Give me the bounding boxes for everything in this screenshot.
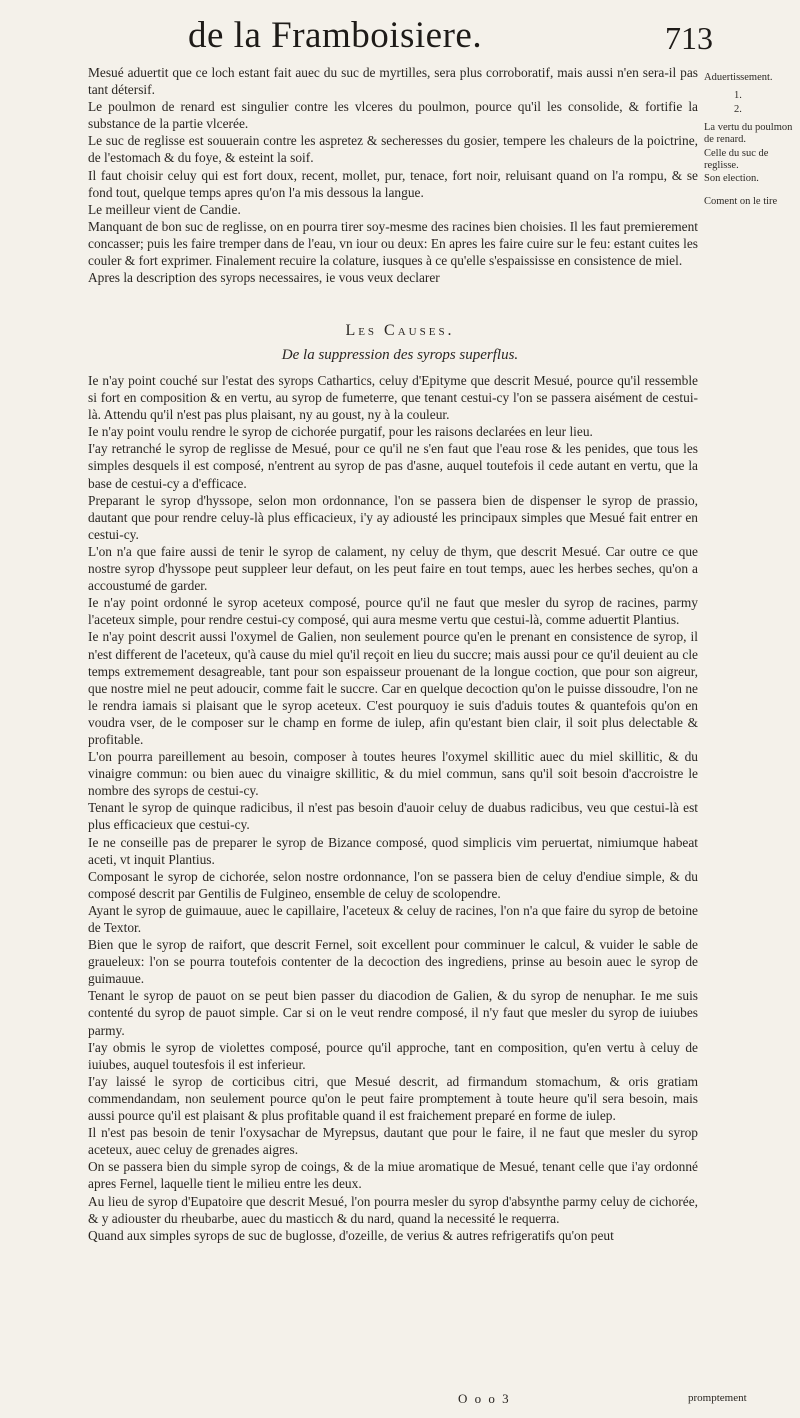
paragraph: Le suc de reglisse est souuerain contre les aspretez & secheresses du gosier, tempere les chaleurs de la poictrine, de l'estomach & du foye, & esteint la soif. bbox=[88, 133, 698, 166]
margin-note: La vertu du poulmon de renard. bbox=[704, 122, 793, 145]
paragraph: Composant le syrop de cichorée, selon nostre ordonnance, l'on se passera bien de celuy d'endiue simple, & du composé descrit par Gentilis de Fulgineo, ensemble de celuy de scolopendre. bbox=[88, 868, 698, 901]
margin-note: Aduertissement. bbox=[704, 72, 773, 83]
paragraph: Tenant le syrop de pauot on se peut bien passer du diacodion de Galien, & du syrop de nenuphar. Ie me suis contenté du syrop de pauot simple. Car si on le veut rendre composé, il n'y faut que mesler du syrop de iuiubes parmy. bbox=[88, 988, 698, 1038]
paragraph: Ie n'ay point couché sur l'estat des syrops Cathartics, celuy d'Epityme que descrit Mesué, pource qu'il ressemble si fort en composition & en vertu, au syrop de fumeterre, que tenant cestui-cy l'on se passera aisément de cestui-là. Attendu qu'il n'est pas plus plaisant, ny au goust, ny à la couleur. bbox=[88, 373, 698, 423]
paragraph: Il n'est pas besoin de tenir l'oxysachar de Myrepsus, dautant que pour le faire, il ne faut que mesler du syrop aceteux, auec celuy de grenades aigres. bbox=[88, 1125, 698, 1158]
paragraph: On se passera bien du simple syrop de coings, & de la miue aromatique de Mesué, tenant celle que i'ay ordonné apres Fernel, laquelle tient le milieu entre les deux. bbox=[88, 1159, 698, 1192]
margin-note-number: 1. bbox=[734, 90, 742, 101]
paragraph: Ie n'ay point ordonné le syrop aceteux composé, pource qu'il ne faut que mesler du syrop de racines, parmy l'aceteux simple, pour rendre cestui-cy composé, qui aura mesme vertu que cestui-là, comme aduertit Plantius. bbox=[88, 595, 698, 628]
paragraph: Ayant le syrop de guimauue, auec le capillaire, l'aceteux & celuy de racines, l'on n'a que faire du syrop de betoine de Textor. bbox=[88, 902, 698, 935]
paragraph: Quand aux simples syrops de suc de buglosse, d'ozeille, de verius & autres refrigeratifs qu'on peut bbox=[88, 1227, 614, 1243]
margin-note: Son election. bbox=[704, 173, 759, 184]
margin-note: Coment on le tire bbox=[704, 196, 778, 207]
section-heading: Les Causes. bbox=[345, 322, 455, 339]
top-text-block bbox=[88, 64, 698, 286]
paragraph: I'ay obmis le syrop de violettes composé, pource qu'il approche, tant en composition, qu'en vertu à celuy de iuiubes, auquel toutesfois il est inferieur. bbox=[88, 1039, 698, 1072]
paragraph: Ie n'ay point descrit aussi l'oxymel de Galien, non seulement pource qu'en le prenant en consistence de syrop, il n'est different de l'aceteux, qu'à cause du miel qu'il reçoit en lieu du succre; mais aussi pour ce qu'il deuient au cle temps extremement desagreable, tant pour son espaisseur prouenant de la longue coction, que pour son aigreur, que nostre miel ne peut adoucir, comme fait le succre. Car en quelque decoction qu'on le puisse dissoudre, l'on ne le rendra iamais si plaisant que le syrop aceteux. C'est pourquoy ie suis d'aduis toutes & quantefois qu'on en voudra vser, de le composer sur le champ en forme de iulep, afin qu'estant bien clair, il soit plus delectable & profitable. bbox=[88, 629, 698, 747]
paragraph: Preparant le syrop d'hyssope, selon mon ordonnance, l'on se passera bien de dispenser le syrop de prassio, dautant que pour rendre celuy-là plus efficacieux, i'y ay adiousté les principaux simples que Mesué fait entrer en cestui-cy. bbox=[88, 492, 698, 542]
paragraph: Il faut choisir celuy qui est fort doux, recent, mollet, pur, tenace, fort noir, reluisant quand on l'a rompu, & se fond tout, quelque temps apres qu'on l'a mis dessous la langue. bbox=[88, 167, 698, 200]
paragraph: Apres la description des syrops necessaires, ie vous veux declarer bbox=[88, 270, 440, 286]
paragraph: Ie n'ay point voulu rendre le syrop de cichorée purgatif, pour les raisons declarées en leur lieu. bbox=[88, 424, 593, 440]
paragraph: L'on pourra pareillement au besoin, composer à toutes heures l'oxymel skillitic auec du miel skillitic, & du vinaigre commun: ou bien auec du vinaigre skillitic, & du miel commun, sans qu'il soit besoin d'accroistre le nombre des syrops de cestui-cy. bbox=[88, 749, 698, 799]
paragraph: I'ay retranché le syrop de reglisse de Mesué, pour ce qu'il ne s'en faut que l'eau rose & les penides, que tous les simples desquels il est composé, n'entrent au syrop de pas d'asne, auquel toutefois il cede autant en vertu, que la base de cestui-cy a d'efficace. bbox=[88, 441, 698, 491]
paragraph: I'ay laissé le syrop de corticibus citri, que Mesué descrit, ad firmandum stomachum, & oris gratiam commendandam, non seulement pource qu'on le peut faire promptement à toute heure qu'il sera besoin, mais aussi pource qu'il est plaisant & plus profitable quand il est fraichement preparé en forme de iulep. bbox=[88, 1073, 698, 1124]
paragraph: Tenant le syrop de quinque radicibus, il n'est pas besoin d'auoir celuy de duabus radicibus, veu que cestui-là est plus efficacieux que cestui-cy. bbox=[88, 800, 698, 833]
paragraph: Le meilleur vient de Candie. bbox=[88, 201, 241, 217]
paragraph: Bien que le syrop de raifort, que descrit Fernel, soit excellent pour comminuer le calcul, & vuider le sable de graueleux: l'on se pourra toutefois contenter de la decoction des ingrediens, prinse au besoin auec le syrop de guimauue. bbox=[88, 937, 698, 987]
paragraph: Mesué aduertit que ce loch estant fait auec du suc de myrtilles, sera plus corroboratif, mais aussi n'en sera-il pas tant détersif. bbox=[88, 65, 698, 98]
running-title: de la Framboisiere. bbox=[188, 15, 483, 56]
margin-note-number: 2. bbox=[734, 104, 742, 115]
paragraph: Le poulmon de renard est singulier contre les vlceres du poulmon, pource qu'il les consolide, & fortifie la substance de la partie vlcerée. bbox=[88, 99, 698, 132]
signature-mark: O o o 3 bbox=[458, 1391, 511, 1406]
page-number: 713 bbox=[665, 20, 713, 56]
margin-note: Celle du suc de reglisse. bbox=[704, 148, 769, 171]
paragraph: Manquant de bon suc de reglisse, on en pourra tirer soy-mesme des racines bien choisies. Il les faut premierement concasser; puis les faire tremper dans de l'eau, vn iour ou deux: En apres les faire cuire sur le feu: estant cuites les couler & fort exprimer. Finalement recuire la colature, iusques à ce qu'elle s'espaississe en consistence de miel. bbox=[88, 218, 698, 269]
main-text-block bbox=[88, 372, 698, 1244]
paragraph: Au lieu de syrop d'Eupatoire que descrit Mesué, l'on pourra mesler du syrop d'absynthe parmy celuy de cichorée, & y adiouster du rheubarbe, auec du masticch & du nard, quand la necessité le requerra. bbox=[88, 1193, 698, 1226]
paragraph: L'on n'a que faire aussi de tenir le syrop de calament, ny celuy de thym, que descrit Mesué. Car outre ce que nostre syrop d'hyssope peut suppleer leur defaut, on les peut faire en tout temps, auec les herbes seches, qu'on a accoustumé de garder. bbox=[88, 543, 698, 594]
catchword: promptement bbox=[688, 1392, 747, 1404]
section-subtitle: De la suppression des syrops superflus. bbox=[281, 347, 519, 363]
paragraph: Ie ne conseille pas de preparer le syrop de Bizance composé, quod simplicis vim peruertat, nimiumque habeat aceti, vt inquit Plantius. bbox=[88, 834, 698, 867]
